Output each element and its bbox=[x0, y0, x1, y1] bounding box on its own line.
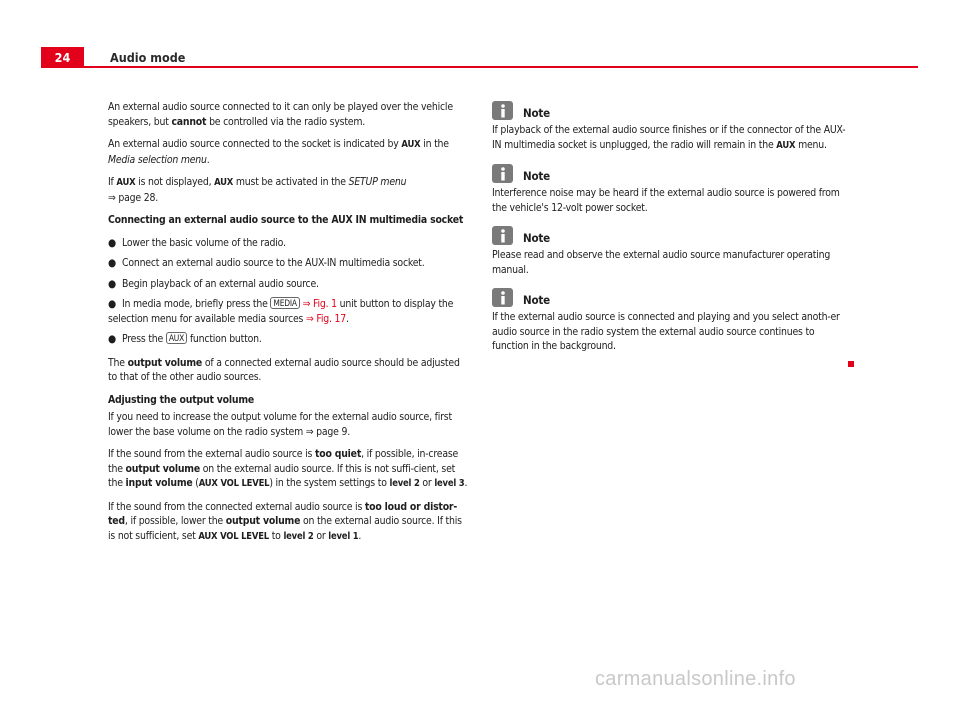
bullet-icon: ● bbox=[108, 298, 116, 310]
right-column bbox=[492, 100, 847, 364]
note-text: If playback of the external audio source finishes or if the connector of the AUX-IN multimedia socket is unplugged, the radio will remain in the AUX menu. bbox=[492, 124, 846, 151]
header-rule bbox=[84, 66, 918, 68]
info-icon bbox=[492, 164, 513, 183]
paragraph: An external audio source connected to the socket is indicated by AUX in the Media selection menu. bbox=[108, 138, 449, 166]
figure-link[interactable]: ⇒ Fig. 1 bbox=[302, 298, 337, 310]
paragraph: If the sound from the connected external audio source is too loud or distor-ted, if possible, lower the output volume on the external audio source. If this is not sufficient, set AUX VOL LEVEL to level 2 or level 1. bbox=[108, 500, 462, 542]
note-title: Note bbox=[523, 293, 550, 307]
watermark: carmanualsonline.info bbox=[595, 668, 796, 690]
section-end-mark bbox=[848, 361, 854, 367]
list-item: ● In media mode, briefly press the MEDIA ⇒ Fig. 1 unit button to display the selection menu for available media sources ⇒ Fig. 17. bbox=[108, 298, 454, 325]
paragraph: If you need to increase the output volume for the external audio source, first lower the base volume on the radio system ⇒ page 9. bbox=[108, 411, 452, 438]
bullet-icon: ● bbox=[108, 277, 116, 290]
note-title: Note bbox=[523, 231, 550, 245]
note-box bbox=[492, 163, 847, 215]
note-text: Interference noise may be heard if the external audio source is powered from the vehicle's 12-volt power socket. bbox=[492, 187, 840, 214]
paragraph: If the sound from the external audio source is too quiet, if possible, in-crease the output volume on the external audio source. If this is not suffi-cient, set the input volume (AUX VOL LEVEL) in the system settings to level 2 or level 3. bbox=[108, 448, 468, 489]
note-box bbox=[492, 287, 847, 354]
left-column bbox=[108, 100, 468, 552]
info-icon bbox=[492, 226, 513, 245]
note-box bbox=[492, 225, 847, 277]
note-title: Note bbox=[523, 169, 550, 183]
section-title: Audio mode bbox=[110, 50, 186, 65]
media-key: MEDIA bbox=[270, 297, 299, 309]
note-text: If the external audio source is connected and playing and you select anoth-er audio source in the radio system the external audio source continues to function in the background. bbox=[492, 311, 840, 352]
paragraph: The output volume of a connected external audio source should be adjusted to that of the other audio sources. bbox=[108, 356, 460, 383]
paragraph: If AUX is not displayed, AUX must be activated in the SETUP menu ⇒ page 28. bbox=[108, 176, 407, 204]
aux-key: AUX bbox=[166, 332, 187, 344]
list-item: ● Connect an external audio source to the AUX-IN multimedia socket. bbox=[108, 257, 425, 269]
note-box bbox=[492, 100, 847, 153]
page-number: 24 bbox=[41, 47, 84, 68]
list-item: ● Lower the basic volume of the radio. bbox=[108, 236, 286, 249]
info-icon bbox=[492, 288, 513, 307]
paragraph: An external audio source connected to it can only be played over the vehicle speakers, but cannot be controlled via the radio system. bbox=[108, 101, 453, 128]
note-text: Please read and observe the external audio source manufacturer operating manual. bbox=[492, 249, 831, 276]
heading-connecting: Connecting an external audio source to the AUX IN multimedia socket bbox=[108, 214, 464, 226]
heading-output-volume: Adjusting the output volume bbox=[108, 393, 255, 406]
list-item: ● Begin playback of an external audio source. bbox=[108, 277, 319, 290]
note-title: Note bbox=[523, 106, 550, 120]
bullet-icon: ● bbox=[108, 333, 116, 345]
info-icon bbox=[492, 101, 513, 120]
figure-link[interactable]: ⇒ Fig. 17 bbox=[306, 312, 346, 325]
list-item: ● Press the AUX function button. bbox=[108, 333, 262, 345]
bullet-icon: ● bbox=[108, 236, 116, 249]
page-reference[interactable]: ⇒ page 28. bbox=[108, 191, 158, 204]
bullet-icon: ● bbox=[108, 257, 116, 269]
